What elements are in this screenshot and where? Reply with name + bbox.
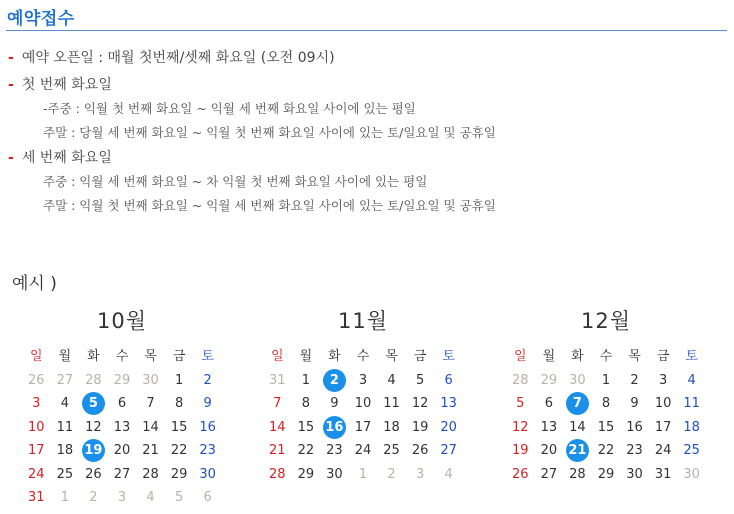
calendar-day [22, 439, 51, 463]
weekday-label: 수 [599, 349, 613, 364]
calendar-day [377, 369, 406, 393]
weekday-label: 수 [356, 349, 370, 364]
weekday-label: 금 [656, 349, 670, 364]
day-number: 23 [626, 443, 643, 458]
calendar-day [193, 369, 222, 393]
calendar-day [677, 369, 706, 393]
calendar-day [108, 439, 137, 463]
weekday-label: 금 [172, 349, 186, 364]
calendar-day [563, 416, 592, 440]
calendar-day [677, 439, 706, 463]
day-number: 22 [170, 443, 188, 458]
day-number: 16 [323, 416, 346, 439]
calendar-day [193, 486, 222, 510]
calendar-day [136, 392, 165, 416]
day-number: 7 [146, 396, 155, 411]
day-number: 2 [323, 369, 346, 392]
day-number: 20 [440, 419, 457, 435]
calendar-day [108, 486, 137, 510]
calendar-day [620, 439, 649, 463]
day-number: 10 [28, 419, 45, 435]
day-number: 28 [569, 466, 586, 482]
day-number: 17 [654, 419, 672, 435]
day-number: 2 [203, 372, 212, 388]
calendar-day [349, 392, 378, 416]
day-number: 3 [358, 372, 368, 388]
day-number: 24 [28, 466, 45, 482]
calendar-day [649, 392, 678, 416]
calendar-day [620, 463, 649, 487]
calendar-day [377, 463, 406, 487]
calendar-day [406, 439, 435, 463]
day-number: 2 [89, 490, 98, 505]
calendar-day [406, 463, 435, 487]
calendar-day [434, 463, 463, 487]
calendar-day [263, 439, 292, 463]
weekday-label: 금 [413, 349, 427, 364]
weekday-label: 목 [385, 349, 398, 364]
calendar-day [136, 439, 165, 463]
weekday-label: 월 [58, 349, 72, 364]
calendar-day [434, 369, 463, 393]
day-number: 7 [566, 392, 589, 415]
calendar-week-row [263, 369, 463, 393]
calendar-week-row [22, 463, 222, 487]
day-number: 30 [683, 466, 700, 482]
day-number: 6 [117, 396, 127, 411]
calendar-day [79, 416, 108, 440]
calendar-week-row [506, 416, 706, 440]
day-number: 18 [383, 419, 400, 435]
first-tuesday-weekend-rule: 주말 : 당월 세 번째 화요일 ~ 익월 첫 번째 화요일 사이에 있는 토/일요일 및 공휴일 [43, 125, 496, 140]
day-number: 3 [117, 490, 127, 505]
day-number: 25 [383, 443, 400, 458]
example-label: 예시 ) [12, 274, 57, 294]
calendar-month-title: 10월 [96, 309, 147, 333]
bullet-third-tuesday [8, 147, 112, 167]
day-number: 1 [358, 466, 368, 482]
calendar-day [406, 416, 435, 440]
calendar-day [108, 369, 137, 393]
day-number: 13 [440, 396, 457, 411]
day-number: 20 [113, 443, 131, 458]
calendar-day [136, 369, 165, 393]
calendar-day [22, 416, 51, 440]
calendar-day [263, 463, 292, 487]
day-number: 6 [444, 372, 453, 388]
calendar-day [535, 416, 564, 440]
day-number: 3 [32, 396, 41, 411]
calendar-day [320, 463, 349, 487]
calendar-day [51, 486, 80, 510]
day-number: 28 [512, 372, 529, 388]
calendar-day [506, 439, 535, 463]
day-number: 1 [301, 372, 310, 388]
day-number: 22 [597, 443, 615, 458]
calendar-week-row [263, 463, 463, 487]
calendar-day [79, 463, 108, 487]
calendar-day [506, 369, 535, 393]
day-number: 27 [440, 443, 457, 458]
day-number: 5 [82, 392, 105, 415]
bullet-dash: - [8, 77, 14, 93]
day-number: 31 [269, 372, 286, 388]
calendar-day [620, 392, 649, 416]
calendar-day [620, 369, 649, 393]
calendar-day [535, 463, 564, 487]
calendar-day [193, 463, 222, 487]
calendar-day [51, 369, 80, 393]
first-tuesday-weekday-rule: -주중 : 익월 첫 번째 화요일 ~ 익월 세 번째 화요일 사이에 있는 평일 [43, 101, 416, 116]
calendar-day [193, 392, 222, 416]
calendar-day [592, 463, 621, 487]
calendar-day [136, 416, 165, 440]
day-number: 17 [354, 419, 372, 435]
calendar-day [377, 392, 406, 416]
weekday-header [263, 345, 463, 369]
day-number: 9 [203, 396, 212, 411]
day-number: 22 [297, 443, 315, 458]
calendar-day [292, 463, 321, 487]
calendar-day [535, 392, 564, 416]
calendar-grid [22, 345, 222, 510]
calendar-day [108, 392, 137, 416]
day-number: 19 [411, 419, 429, 435]
calendar-day [377, 416, 406, 440]
calendar-day [292, 439, 321, 463]
calendar-day [79, 486, 108, 510]
calendar-day [649, 416, 678, 440]
day-number: 2 [387, 466, 396, 482]
day-number: 28 [142, 466, 159, 482]
calendar-day [22, 486, 51, 510]
bullet-dash: - [8, 150, 14, 166]
calendar-day-highlighted [79, 392, 108, 416]
calendar-day [349, 369, 378, 393]
calendar-day [22, 369, 51, 393]
bullet-label: 예약 오픈일 : 매월 첫번째/셋째 화요일 (오전 09시) [21, 50, 335, 66]
calendar-day [592, 439, 621, 463]
day-number: 14 [142, 419, 159, 435]
weekday-header [506, 345, 706, 369]
day-number: 13 [540, 419, 558, 435]
calendar-month-title: 12월 [580, 309, 631, 333]
day-number: 24 [354, 443, 372, 458]
day-number: 8 [601, 396, 611, 411]
calendar-day [320, 439, 349, 463]
calendar-day [592, 416, 621, 440]
weekday-label: 일 [30, 349, 43, 364]
day-number: 9 [330, 396, 339, 411]
day-number: 7 [273, 396, 282, 411]
day-number: 20 [540, 443, 558, 458]
calendar-day [649, 463, 678, 487]
day-number: 29 [297, 466, 315, 482]
day-number: 4 [60, 396, 69, 411]
calendar-day [677, 416, 706, 440]
calendar-day [406, 369, 435, 393]
day-number: 3 [415, 466, 425, 482]
calendar-day [320, 392, 349, 416]
day-number: 4 [687, 372, 696, 388]
weekday-label: 월 [299, 349, 313, 364]
day-number: 29 [113, 372, 131, 388]
calendar-day [349, 439, 378, 463]
calendar-day [406, 392, 435, 416]
day-number: 27 [56, 372, 74, 388]
title-divider [6, 30, 727, 31]
day-number: 5 [174, 490, 184, 505]
day-number: 21 [566, 439, 589, 462]
day-number: 16 [199, 419, 216, 435]
day-number: 26 [28, 372, 45, 388]
day-number: 25 [683, 443, 700, 458]
calendar-day [434, 416, 463, 440]
day-number: 5 [516, 396, 525, 411]
day-number: 27 [540, 466, 558, 482]
day-number: 24 [654, 443, 672, 458]
calendar-day [108, 416, 137, 440]
weekday-label: 일 [514, 349, 527, 364]
day-number: 31 [654, 466, 672, 482]
page-title: 예약접수 [7, 9, 75, 29]
day-number: 26 [411, 443, 429, 458]
day-number: 8 [301, 396, 310, 411]
day-number: 19 [82, 439, 105, 462]
calendar-day [165, 369, 194, 393]
weekday-label: 수 [115, 349, 129, 364]
calendar-day [506, 416, 535, 440]
calendar-day-highlighted [563, 392, 592, 416]
calendar-day [263, 416, 292, 440]
calendar-day [263, 369, 292, 393]
day-number: 17 [28, 443, 45, 458]
calendar-day [434, 392, 463, 416]
calendar-day [506, 392, 535, 416]
calendar-day [108, 463, 137, 487]
weekday-label: 목 [144, 349, 157, 364]
day-number: 4 [444, 466, 453, 482]
calendar-day [349, 463, 378, 487]
day-number: 23 [326, 443, 343, 458]
day-number: 10 [354, 396, 372, 411]
calendar-day [193, 416, 222, 440]
day-number: 2 [630, 372, 639, 388]
calendar-day [377, 439, 406, 463]
calendar-day [165, 486, 194, 510]
calendar-day [535, 369, 564, 393]
calendar-week-row [22, 416, 222, 440]
calendar-day [165, 392, 194, 416]
calendar-day [51, 463, 80, 487]
calendar-day [263, 392, 292, 416]
calendar-week-row [506, 463, 706, 487]
day-number: 14 [569, 419, 586, 435]
day-number: 18 [56, 443, 74, 458]
day-number: 15 [597, 419, 615, 435]
day-number: 16 [626, 419, 643, 435]
day-number: 11 [683, 396, 700, 411]
calendar-day [51, 439, 80, 463]
calendar-week-row [506, 392, 706, 416]
day-number: 25 [56, 466, 74, 482]
day-number: 30 [569, 372, 586, 388]
day-number: 12 [85, 419, 102, 435]
weekday-label: 화 [328, 349, 341, 364]
calendar-day [434, 439, 463, 463]
day-number: 8 [174, 396, 184, 411]
calendar-day [136, 463, 165, 487]
day-number: 30 [199, 466, 216, 482]
weekday-label: 월 [542, 349, 556, 364]
day-number: 29 [540, 372, 558, 388]
weekday-label: 목 [628, 349, 641, 364]
day-number: 11 [56, 419, 74, 435]
weekday-label: 토 [201, 349, 214, 364]
day-number: 5 [415, 372, 425, 388]
day-number: 30 [326, 466, 343, 482]
day-number: 15 [297, 419, 315, 435]
weekday-label: 토 [685, 349, 698, 364]
calendar-day [51, 416, 80, 440]
weekday-label: 토 [442, 349, 455, 364]
day-number: 28 [269, 466, 286, 482]
day-number: 14 [269, 419, 286, 435]
day-number: 29 [597, 466, 615, 482]
day-number: 13 [113, 419, 131, 435]
day-number: 31 [28, 490, 45, 505]
third-tuesday-weekend-rule: 주말 : 익월 첫 번째 화요일 ~ 익월 세 번째 화요일 사이에 있는 토/일요일 및 공휴일 [43, 198, 496, 213]
day-number: 1 [174, 372, 184, 388]
day-number: 4 [387, 372, 396, 388]
calendar-day-highlighted [79, 439, 108, 463]
calendar-week-row [22, 439, 222, 463]
calendar-day [292, 392, 321, 416]
day-number: 6 [544, 396, 553, 411]
calendar-day [677, 463, 706, 487]
calendar-day [292, 369, 321, 393]
day-number: 6 [203, 490, 212, 505]
calendar-day [592, 392, 621, 416]
weekday-label: 일 [271, 349, 284, 364]
day-number: 29 [170, 466, 188, 482]
day-number: 1 [601, 372, 611, 388]
day-number: 26 [512, 466, 529, 482]
day-number: 21 [269, 443, 286, 458]
calendar-day [349, 416, 378, 440]
calendar-day [649, 369, 678, 393]
calendar-day [649, 439, 678, 463]
day-number: 11 [383, 396, 400, 411]
calendar-day [193, 439, 222, 463]
calendar-day-highlighted [563, 439, 592, 463]
calendar-week-row [22, 369, 222, 393]
calendar-day [563, 369, 592, 393]
day-number: 23 [199, 443, 216, 458]
day-number: 19 [512, 443, 529, 458]
day-number: 1 [60, 490, 69, 505]
calendar-day [22, 463, 51, 487]
weekday-label: 화 [571, 349, 584, 364]
calendar-day [292, 416, 321, 440]
calendar-week-row [263, 416, 463, 440]
day-number: 28 [85, 372, 102, 388]
day-number: 12 [411, 396, 429, 411]
calendar-day [165, 416, 194, 440]
day-number: 26 [85, 466, 102, 482]
bullet-first-tuesday [8, 74, 112, 94]
day-number: 9 [630, 396, 639, 411]
calendar-day [136, 486, 165, 510]
calendar-day [677, 392, 706, 416]
calendar-day [506, 463, 535, 487]
day-number: 30 [142, 372, 159, 388]
calendar-week-row [506, 439, 706, 463]
calendar-week-row [263, 439, 463, 463]
day-number: 3 [658, 372, 668, 388]
day-number: 12 [512, 419, 529, 435]
bullet-open-day [8, 47, 335, 67]
calendar-day [165, 439, 194, 463]
calendar-day [79, 369, 108, 393]
day-number: 18 [683, 419, 700, 435]
calendar-grid [506, 345, 706, 486]
calendar-grid [263, 345, 463, 486]
calendar-day [563, 463, 592, 487]
day-number: 27 [113, 466, 131, 482]
calendar-day-highlighted [320, 369, 349, 393]
calendar-week-row [22, 486, 222, 510]
calendar-week-row [263, 392, 463, 416]
third-tuesday-weekday-rule: 주중 : 익월 세 번째 화요일 ~ 차 익월 첫 번째 화요일 사이에 있는 평일 [43, 174, 428, 189]
calendar-week-row [22, 392, 222, 416]
day-number: 21 [142, 443, 159, 458]
bullet-dash: - [8, 50, 14, 66]
calendar-day [620, 416, 649, 440]
calendar-day-highlighted [320, 416, 349, 440]
calendar-day [22, 392, 51, 416]
weekday-header [22, 345, 222, 369]
bullet-label: 첫 번째 화요일 [21, 77, 112, 93]
day-number: 15 [170, 419, 188, 435]
day-number: 4 [146, 490, 155, 505]
calendar-week-row [506, 369, 706, 393]
bullet-label: 세 번째 화요일 [21, 150, 112, 166]
calendar-day [51, 392, 80, 416]
calendar-day [535, 439, 564, 463]
calendar-day [592, 369, 621, 393]
calendar-day [165, 463, 194, 487]
calendar-month-title: 11월 [337, 309, 388, 333]
day-number: 10 [654, 396, 672, 411]
weekday-label: 화 [87, 349, 100, 364]
day-number: 30 [626, 466, 643, 482]
